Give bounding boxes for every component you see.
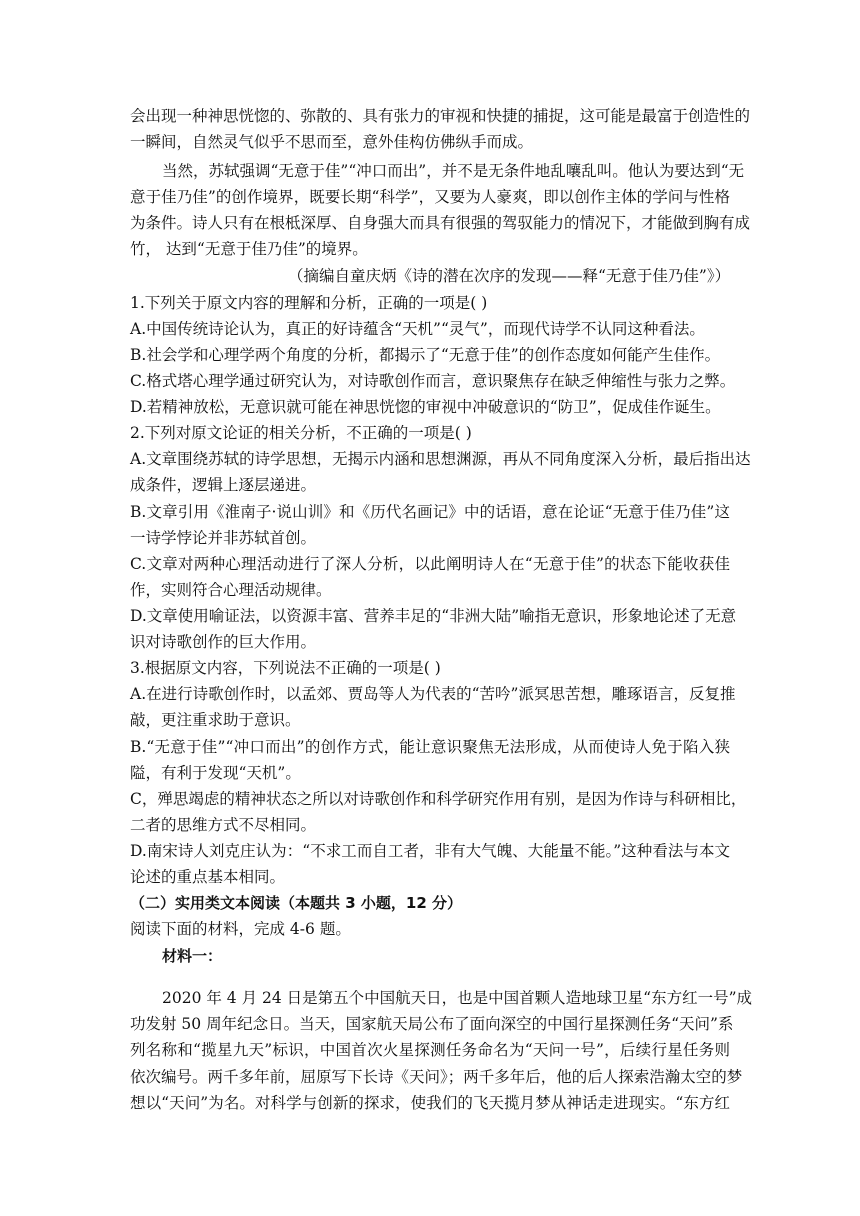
text-line: 依次编号。两千多年前，屈原写下长诗《天问》；两千多年后，他的后人探索浩瀚太空的梦 xyxy=(130,1068,743,1086)
question-1-option-d: D.若精神放松，无意识就可能在神思恍惚的审视中冲破意识的“防卫”，促成佳作诞生。 xyxy=(130,398,721,416)
text-line: 竹， 达到“无意于佳乃佳”的境界。 xyxy=(130,240,368,258)
question-3-option-c: C，殚思竭虑的精神状态之所以对诗歌创作和科学研究作用有别，是因为作诗与科研相比， xyxy=(130,790,747,808)
question-2-option-d-cont: 识对诗歌创作的巨大作用。 xyxy=(130,633,317,651)
question-2-option-a-cont: 成条件，逻辑上逐层递进。 xyxy=(130,476,317,494)
question-3-option-b: B.“无意于佳”“冲口而出”的创作方式，能让意识聚焦无法形成，从而使诗人免于陷入狭 xyxy=(130,738,730,756)
question-1-option-a: A.中国传统诗论认为，真正的好诗蕴含“天机”“灵气”，而现代诗学不认同这种看法。 xyxy=(130,320,705,338)
question-3-option-d: D.南宋诗人刘克庄认为：“不求工而自工者，非有大气魄、大能量不能。”这种看法与本文 xyxy=(130,842,730,860)
question-1-stem: 1.下列关于原文内容的理解和分析，正确的一项是( ) xyxy=(130,294,488,312)
question-1-option-b: B.社会学和心理学两个角度的分析，都揭示了“无意于佳”的创作态度如何能产生佳作。 xyxy=(130,346,721,364)
question-2-stem: 2.下列对原文论证的相关分析，不正确的一项是( ) xyxy=(130,424,472,442)
text-line: 会出现一种神思恍惚的、弥散的、具有张力的审视和快捷的捕捉，这可能是最富于创造性的 xyxy=(130,107,751,125)
question-2-option-b-cont: 一诗学悖论并非苏轼首创。 xyxy=(130,529,317,547)
question-3-stem: 3.根据原文内容，下列说法不正确的一项是( ) xyxy=(130,659,441,677)
question-2-option-c: C.文章对两种心理活动进行了深人分析，以此阐明诗人在“无意于佳”的状态下能收获佳 xyxy=(130,555,730,573)
text-line: 功发射 50 周年纪念日。当天，国家航天局公布了面向深空的中国行星探测任务“天问”系 xyxy=(130,1015,734,1033)
text-line: 为条件。诗人只有在根柢深厚、自身强大而具有很强的驾驭能力的情况下，才能做到胸有成 xyxy=(130,214,751,232)
question-3-option-c-cont: 二者的思维方式不尽相同。 xyxy=(130,816,317,834)
text-line: 意于佳乃佳”的创作境界，既要长期“科学”，又要为人豪爽，即以创作主体的学问与性格 xyxy=(130,188,730,206)
section-heading: （二）实用类文本阅读（本题共 3 小题，12 分） xyxy=(130,894,462,912)
question-3-option-d-cont: 论述的重点基本相同。 xyxy=(130,868,286,886)
question-2-option-b: B.文章引用《淮南子·说山训》和《历代名画记》中的话语，意在论证“无意于佳乃佳”这 xyxy=(130,503,730,521)
text-line: 列名称和“揽星九天”标识，中国首次火星探测任务命名为“天问一号”，后续行星任务则 xyxy=(130,1041,730,1059)
question-3-option-a: A.在进行诗歌创作时，以孟郊、贾岛等人为代表的“苦吟”派冥思苦想，雕琢语言，反复推 xyxy=(130,685,736,703)
question-2-option-a: A.文章围绕苏轼的诗学思想，无揭示内涵和思想渊源，再从不同角度深入分析，最后指出达 xyxy=(130,450,751,468)
question-3-option-b-cont: 隘，有利于发现“天机”。 xyxy=(130,764,301,782)
text-line: 2020 年 4 月 24 日是第五个中国航天日，也是中国首颗人造地球卫星“东方红一号”成 xyxy=(162,989,753,1007)
text-line: 一瞬间，自然灵气似乎不思而至，意外佳构仿佛纵手而成。 xyxy=(130,133,534,151)
question-3-option-a-cont: 敲，更注重求助于意识。 xyxy=(130,711,301,729)
text-line: 当然，苏轼强调“无意于佳”“冲口而出”，并不是无条件地乱嚷乱叫。他认为要达到“无 xyxy=(162,162,745,180)
question-2-option-d: D.文章使用喻证法，以资源丰富、营养丰足的“非洲大陆”喻指无意识，形象地论述了无意 xyxy=(130,607,737,625)
instruction-text: 阅读下面的材料，完成 4-6 题。 xyxy=(130,920,351,938)
source-citation: （摘编自童庆炳《诗的潜在次序的发现——释“无意于佳乃佳”》） xyxy=(288,267,731,285)
text-line: 想以“天问”为名。对科学与创新的探求，使我们的飞天揽月梦从神话走进现实。“东方红 xyxy=(130,1094,730,1112)
question-2-option-c-cont: 作，实则符合心理活动规律。 xyxy=(130,581,332,599)
material-label: 材料一： xyxy=(162,947,223,965)
question-1-option-c: C.格式塔心理学通过研究认为，对诗歌创作而言，意识聚焦存在缺乏伸缩性与张力之弊。 xyxy=(130,372,736,390)
